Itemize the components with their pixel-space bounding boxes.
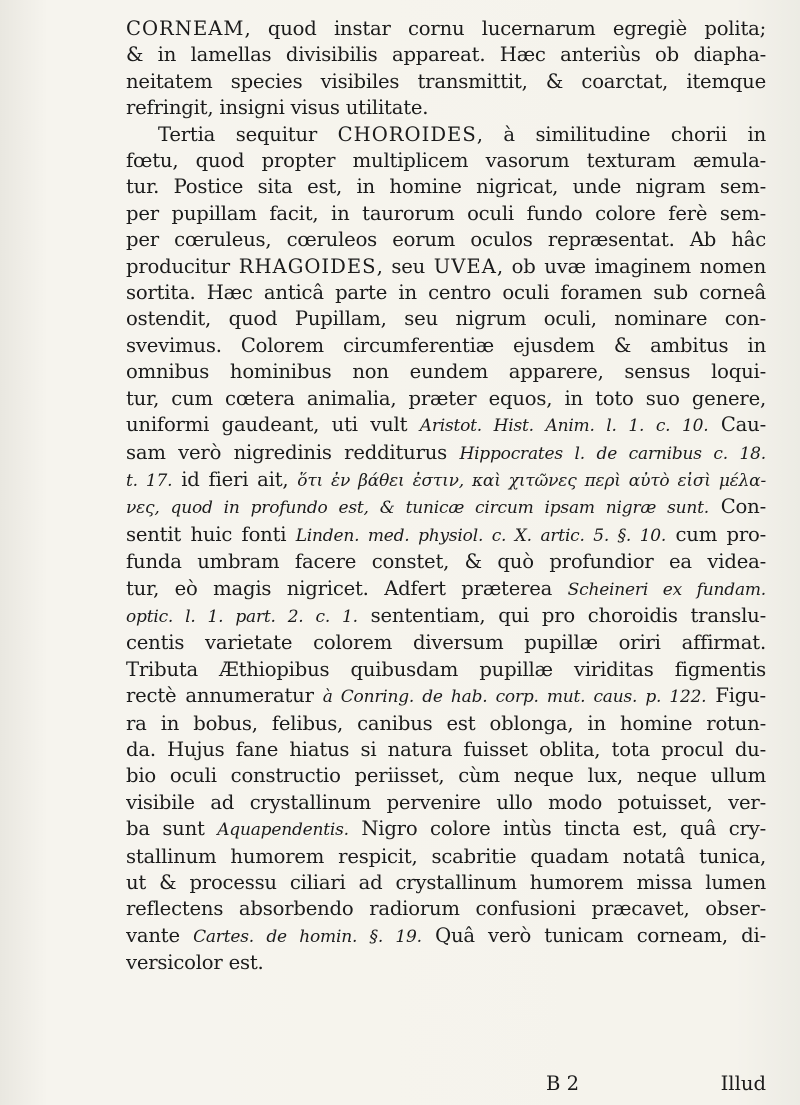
italic-span: Linden. med. physiol. c. X. artic. 5. §. 10. xyxy=(295,525,667,546)
italic-span: t. 17. xyxy=(126,470,173,491)
text-span: funda umbram facere constet, & quò profundior ea videa- xyxy=(126,550,766,574)
text-span: sententiam, qui pro choroidis translu- xyxy=(357,603,766,627)
text-span: Figu- xyxy=(706,684,766,708)
text-line xyxy=(126,657,766,683)
text-line xyxy=(126,923,766,950)
text-span: sam verò nigredinis redditurus xyxy=(126,440,460,464)
body-text xyxy=(126,16,766,977)
italic-span: à Conring. de hab. corp. mut. caus. p. 122. xyxy=(322,687,707,708)
text-span: per cœruleus, cœruleos eorum oculos repræsentat. Ab hâc xyxy=(126,228,766,252)
text-line xyxy=(126,603,766,630)
text-line xyxy=(126,630,766,656)
text-span: , ob uvæ imaginem nomen xyxy=(496,254,766,278)
text-span: bio oculi constructio periisset, cùm neque lux, neque ullum xyxy=(126,764,766,788)
text-span: tur, cum cœtera animalia, præter equos, in toto suo genere, xyxy=(126,386,766,410)
text-line xyxy=(126,576,766,603)
italic-span: Scheineri ex fundam. xyxy=(567,579,766,600)
text-line xyxy=(126,386,766,412)
text-span: Quâ verò tunicam corneam, di- xyxy=(421,923,766,947)
text-line xyxy=(126,763,766,789)
catchword: Illud xyxy=(720,1072,766,1095)
text-line xyxy=(126,254,766,280)
italic-span: Hippocrates l. de carnibus c. 18. xyxy=(459,443,766,464)
smallcaps-term: CORNEAM xyxy=(126,17,245,40)
text-span: Con- xyxy=(708,495,766,519)
text-span: stallinum humorem respicit, scabritie quadam notatâ tunica, xyxy=(126,844,766,868)
text-span: Cau- xyxy=(708,413,766,437)
text-span: reflectens absorbendo radiorum confusioni præcavet, obser- xyxy=(126,897,766,921)
text-span: Tertia sequitur xyxy=(158,122,338,146)
text-line xyxy=(126,174,766,200)
text-line xyxy=(126,950,766,976)
text-span: cum pro- xyxy=(666,522,766,546)
text-span: ostendit, quod Pupillam, seu nigrum oculi, nominare con- xyxy=(126,307,766,331)
text-span: fœtu, quod propter multiplicem vasorum texturam æmula- xyxy=(126,149,766,173)
text-span: sentit huic fonti xyxy=(126,522,296,546)
italic-span: ὅτι ἐν βάθει ἐστιν, καὶ χιτῶνες περὶ αὐτὸ εἰσὶ μέλα- xyxy=(297,470,766,491)
text-line xyxy=(126,440,766,467)
text-line xyxy=(126,306,766,332)
text-line xyxy=(126,737,766,763)
text-span: refringit, insigni visus utilitate. xyxy=(126,96,429,120)
italic-span: Cartes. de homin. §. 19. xyxy=(193,926,422,947)
text-line xyxy=(126,494,766,521)
text-line xyxy=(126,69,766,95)
text-line xyxy=(126,227,766,253)
text-span: versicolor est. xyxy=(126,951,264,975)
text-span: ut & processu ciliari ad crystallinum humorem missa lumen xyxy=(126,871,766,894)
smallcaps-term: RHAGOIDES xyxy=(238,254,377,278)
text-line xyxy=(126,122,766,148)
text-line xyxy=(126,522,766,549)
text-line xyxy=(126,412,766,439)
text-span: visibile ad crystallinum pervenire ullo modo potuisset, ver- xyxy=(126,790,766,814)
text-span: , quod instar cornu lucernarum egregiè polita; xyxy=(244,17,766,40)
text-line xyxy=(126,16,766,42)
text-line xyxy=(126,549,766,575)
text-span: Nigro colore intùs tincta est, quâ cry- xyxy=(348,817,766,841)
text-span: svevimus. Colorem circumferentiæ ejusdem & ambitus in xyxy=(126,333,766,357)
text-span: rectè annumeratur xyxy=(126,684,323,708)
text-span: sortita. Hæc anticâ parte in centro oculi foramen sub corneâ xyxy=(126,281,766,305)
text-line xyxy=(126,148,766,174)
text-line xyxy=(126,467,766,494)
text-line xyxy=(126,896,766,922)
text-line xyxy=(126,95,766,121)
italic-span: νες, quod in profundo est, & tunicæ circum ipsam nigræ sunt. xyxy=(126,498,709,519)
text-span: centis varietate colorem diversum pupillæ oriri affirmat. xyxy=(126,631,766,655)
text-span: omnibus hominibus non eundem apparere, sensus loqui- xyxy=(126,360,766,384)
text-line xyxy=(126,790,766,816)
text-span: vante xyxy=(126,923,194,947)
text-span: & in lamellas divisibilis appareat. Hæc anteriùs ob diapha- xyxy=(126,43,766,67)
text-span: , seu xyxy=(376,254,434,278)
italic-span: optic. l. 1. part. 2. c. 1. xyxy=(126,606,358,627)
text-line xyxy=(126,201,766,227)
text-span: id fieri ait, xyxy=(172,467,298,491)
text-span: uniformi gaudeant, uti vult xyxy=(126,413,420,437)
signature-mark: B 2 xyxy=(546,1072,580,1095)
text-span: ba sunt xyxy=(126,817,218,841)
text-span: producitur xyxy=(126,254,239,278)
text-line xyxy=(126,683,766,710)
text-span: neitatem species visibiles transmittit, & coarctat, itemque xyxy=(126,69,766,93)
text-span: per pupillam facit, in taurorum oculi fundo colore ferè sem- xyxy=(126,201,766,225)
text-span: , à similitudine chorii in xyxy=(476,122,766,146)
page-footer xyxy=(126,1072,766,1098)
text-line xyxy=(126,711,766,737)
smallcaps-term: CHOROIDES xyxy=(337,122,477,146)
smallcaps-term: UVEA xyxy=(433,254,497,278)
text-line xyxy=(126,280,766,306)
text-span: da. Hujus fane hiatus si natura fuisset oblita, tota procul du- xyxy=(126,737,766,761)
text-span: tur. Postice sita est, in homine nigricat, unde nigram sem- xyxy=(126,175,766,199)
text-line xyxy=(126,42,766,68)
italic-span: Aristot. Hist. Anim. l. 1. c. 10. xyxy=(419,416,709,437)
italic-span: Aquapendentis. xyxy=(217,820,349,841)
text-line xyxy=(126,359,766,385)
text-line xyxy=(126,870,766,896)
text-span: tur, eò magis nigricet. Adfert præterea xyxy=(126,576,568,600)
text-span: Tributa Æthiopibus quibusdam pupillæ viriditas figmentis xyxy=(126,657,766,681)
text-line xyxy=(126,333,766,359)
text-line xyxy=(126,844,766,870)
text-span: ra in bobus, felibus, canibus est oblonga, in homine rotun- xyxy=(126,711,766,735)
text-line xyxy=(126,816,766,843)
